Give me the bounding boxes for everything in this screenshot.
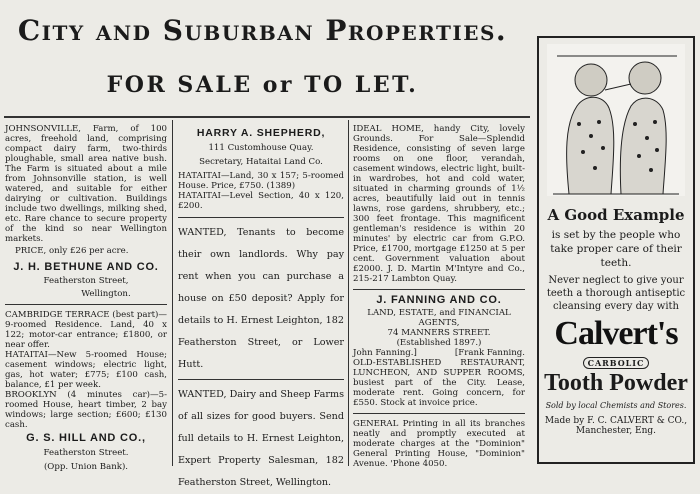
divider <box>178 217 344 218</box>
page-title: City and Suburban Properties. <box>17 14 508 47</box>
column-3 <box>353 124 525 469</box>
fanning-address: 74 MANNERS STREET. <box>387 328 491 338</box>
column-divider-1 <box>172 120 173 466</box>
two-figures-illustration <box>547 44 685 196</box>
carbolic-badge: CARBOLIC <box>539 351 693 370</box>
divider <box>178 379 344 380</box>
agent-street: Featherston Street, <box>43 276 129 286</box>
ad-line-1: is set by the people who take proper care of their teeth. <box>550 229 682 269</box>
printing-notice: GENERAL Printing in all its branches neatly and promptly executed at moderate charges at the "Dominion" General Printing House, "Dominion" Avenue. 'Phone 4050. <box>353 419 525 469</box>
listing-johnsonville: JOHNSONVILLE, Farm, of 100 acres, freehold land, comprising compact dairy farm, two-thirds ploughable, small area native bush. The Farm is situated about a mile from Johnsonville station, is well watered, and suitable for either dairying or cultivation. Buildings include two dwellings, milking shed, etc. Rare chance to secure property of the kind so near Wellington markets. <box>5 124 167 244</box>
agent-city: Wellington. <box>81 289 131 299</box>
shepherd-name: HARRY A. SHEPHERD, <box>196 127 326 139</box>
column-2 <box>178 128 344 494</box>
ad-line-2: Never neglect to give your teeth a thorough antiseptic cleansing every day with <box>546 275 686 312</box>
ad-headline: A Good Example <box>547 206 685 224</box>
divider <box>5 304 167 305</box>
listing-hataitai: HATAITAI—New 5-roomed House; casement windows; electric light, gas, hot water; £775; £100 cash, balance, £1 per week. <box>5 350 167 390</box>
fanning-description: LAND, ESTATE, and FINANCIAL AGENTS, <box>367 308 511 328</box>
listing-hataitai-2: HATAITAI—Level Section, 40 x 120, £200. <box>178 191 344 211</box>
ad-sold-by: Sold by local Chemists and Stores. <box>545 401 687 410</box>
brand-name: Calvert's <box>554 315 678 352</box>
agent2-street: Featherston Street. <box>43 448 129 458</box>
column-1 <box>5 124 167 472</box>
agent2-note: (Opp. Union Bank). <box>43 462 129 472</box>
fanning-right: [Frank Fanning. <box>454 348 525 358</box>
agent2-name: G. S. HILL AND CO., <box>26 432 146 444</box>
wanted-tenants: WANTED, Tenants to become their own landlords. Why pay rent when you can purchase a house on £50 deposit? Apply for details to H. Ernest Leighton, 182 Featherston Street, or Lower Hutt. <box>178 227 344 370</box>
listing-cambridge: CAMBRIDGE TERRACE (best part)—9-roomed Residence. Land, 40 x 122; motor-car entrance; £1800, or near offer. <box>5 310 167 350</box>
ad-maker-city: Manchester, Eng. <box>575 426 657 436</box>
shepherd-address: 111 Customhouse Quay. <box>208 143 314 153</box>
page-subtitle: FOR SALE or TO LET. <box>106 72 419 98</box>
wanted-farms: WANTED, Dairy and Sheep Farms of all sizes for good buyers. Send full details to H. Ernest Leighton, Expert Property Salesman, 182 Featherston Street, Wellington. <box>178 389 344 488</box>
shepherd-role: Secretary, Hataitai Land Co. <box>199 157 323 167</box>
agent-name: J. H. BETHUNE AND CO. <box>13 261 159 273</box>
listing-price: PRICE, only £26 per acre. <box>15 246 129 256</box>
fanning-established: (Established 1897.) <box>396 338 482 348</box>
listing-brooklyn: BROOKLYN (4 minutes car)—5-roomed House, heart timber, 2 bay windows; large section; £600; £130 cash. <box>5 390 167 430</box>
fanning-name: J. FANNING AND CO. <box>376 294 502 306</box>
listing-hataitai-1: HATAITAI—Land, 30 x 157; 5-roomed House. Price, £750. (1389) <box>178 171 344 191</box>
fanning-principals <box>353 348 525 358</box>
top-rule <box>4 116 530 118</box>
listing-ideal-home: IDEAL HOME, handy City, lovely Grounds. For Sale—Splendid Residence, consisting of seven large rooms on one floor, verandah, casement windows, electric light, built-in wardrobes, hot and cold water, situated in charming grounds of 1½ acres, beautifully laid out in tennis lawns, rose gardens, shrubbery, etc.; 300 feet frontage. This magnificent gentleman's residence is within 20 minutes' by electric car from G.P.O. Price, £1700, mortgage £1250 at 5 per cent. Government valuation about £2000. J. D. Martin M'Intyre and Co., 215-217 Lambton Quay. <box>353 124 525 284</box>
divider <box>353 413 525 414</box>
column-divider-2 <box>348 120 349 466</box>
fanning-left: John Fanning.] <box>353 348 417 358</box>
ad-maker: Made by F. C. CALVERT & CO., <box>544 416 688 426</box>
divider <box>353 289 525 290</box>
calvert-advertisement <box>537 36 695 464</box>
product-name: Tooth Powder <box>544 370 688 396</box>
listing-restaurant: OLD-ESTABLISHED RESTAURANT, LUNCHEON, AND SUPPER ROOMS, busiest part of the City. Lease, moderate rent. Going concern, for £550. Stock at invoice price. <box>353 358 525 408</box>
